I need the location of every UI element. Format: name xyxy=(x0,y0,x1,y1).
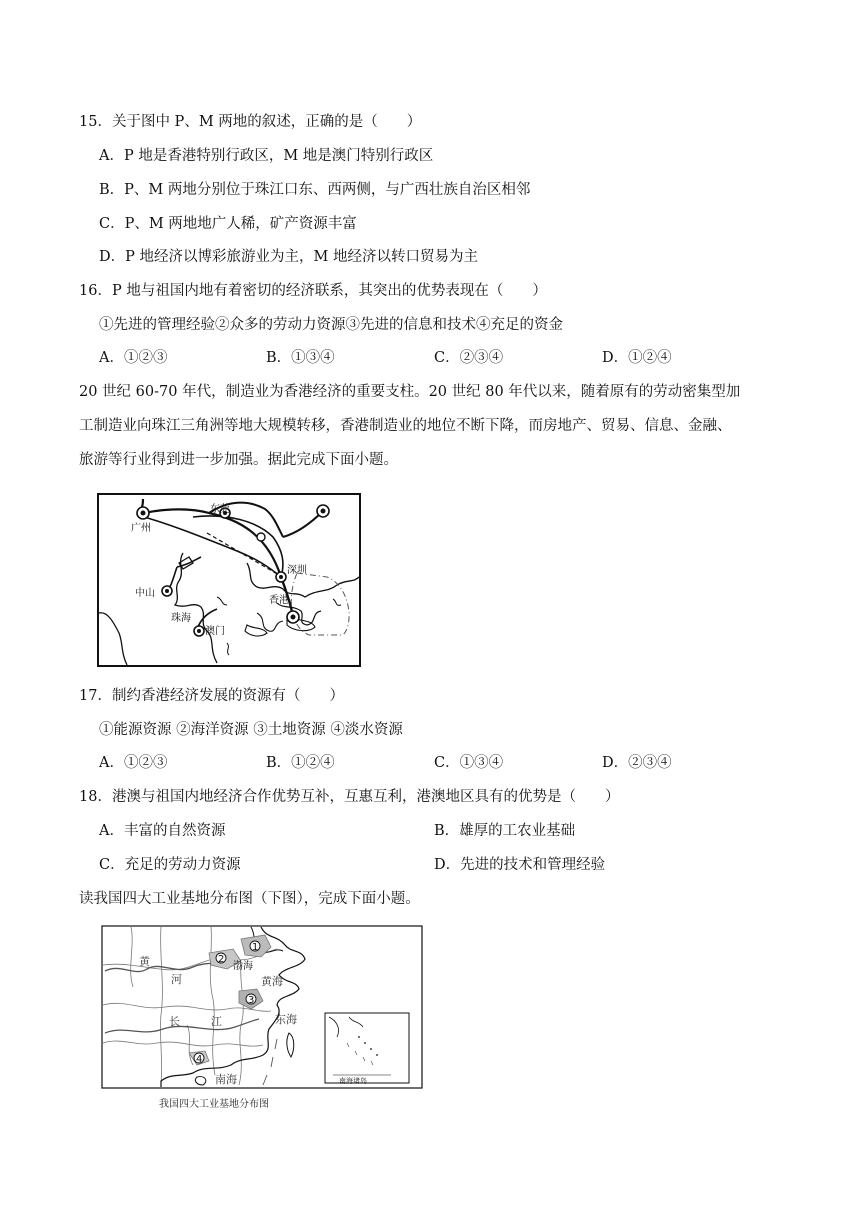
label-jiang: 江 xyxy=(211,1015,222,1028)
label-guangzhou: 广州 xyxy=(131,523,151,534)
q16-option-a: A．①②③ xyxy=(99,350,168,366)
q18-option-c: C．充足的劳动力资源 xyxy=(99,857,241,873)
city-marker xyxy=(287,611,299,623)
passage-line-2: 工制造业向珠江三角洲等地大规模转移，香港制造业的地位不断下降，而房地产、贸易、信息、金融、 xyxy=(79,418,732,434)
q16-items: ①先进的管理经验②众多的劳动力资源③先进的信息和技术④充足的资金 xyxy=(99,317,563,333)
q17-option-c: C．①③④ xyxy=(434,755,504,771)
passage-line-1: 20 世纪 60-70 年代，制造业为香港经济的重要支柱。20 世纪 80 年代以来，随着原有的劳动密集型加 xyxy=(79,384,741,400)
base-2-label: 2 xyxy=(218,954,225,965)
q16-stem: 16．P 地与祖国内地有着密切的经济联系，其突出的优势表现在（ ） xyxy=(79,283,547,299)
q15-stem: 15．关于图中 P、M 两地的叙述，正确的是（ ） xyxy=(79,114,422,130)
passage-line-3: 旅游等行业得到进一步加强。据此完成下面小题。 xyxy=(79,452,398,468)
city-marker xyxy=(317,505,329,517)
q17-option-a: A．①②③ xyxy=(99,755,168,771)
label-hongkong: 香港 xyxy=(269,595,289,606)
q15-option-b: B．P、M 两地分别位于珠江口东、西两侧，与广西壮族自治区相邻 xyxy=(99,182,531,198)
label-huang: 黄 xyxy=(139,955,150,968)
label-zhuhai: 珠海 xyxy=(171,613,191,624)
label-donghai: 东海 xyxy=(275,1013,297,1026)
map2-intro: 读我国四大工业基地分布图（下图），完成下面小题。 xyxy=(79,891,420,907)
inset-label: 南海诸岛 xyxy=(339,1077,367,1085)
base-4-label: 4 xyxy=(196,1054,203,1065)
q18-option-d: D．先进的技术和管理经验 xyxy=(434,857,606,873)
base-3-label: 3 xyxy=(248,995,255,1006)
q16-option-d: D．①②④ xyxy=(602,350,672,366)
label-chang: 长 xyxy=(169,1015,180,1028)
label-dongguan: 东莞 xyxy=(210,504,230,515)
label-he: 河 xyxy=(171,973,182,986)
q15-option-c: C．P、M 两地地广人稀，矿产资源丰富 xyxy=(99,216,357,232)
label-huanghai: 黄海 xyxy=(261,975,283,988)
city-marker xyxy=(276,572,286,582)
q18-option-b: B．雄厚的工农业基础 xyxy=(434,823,576,839)
pearl-river-delta-map xyxy=(97,493,361,667)
label-zhongshan: 中山 xyxy=(135,588,155,599)
city-marker xyxy=(257,533,265,541)
q18-option-a: A．丰富的自然资源 xyxy=(99,823,226,839)
q17-stem: 17．制约香港经济发展的资源有（ ） xyxy=(79,688,344,704)
q16-option-b: B．①③④ xyxy=(266,350,335,366)
q15-option-d: D．P 地经济以博彩旅游业为主，M 地经济以转口贸易为主 xyxy=(99,249,478,265)
q17-option-d: D．②③④ xyxy=(602,755,672,771)
label-nanhai: 南海 xyxy=(215,1073,237,1086)
base-1-label: 1 xyxy=(252,942,259,953)
q17-items: ①能源资源 ②海洋资源 ③土地资源 ④淡水资源 xyxy=(99,722,403,738)
city-marker xyxy=(194,626,204,636)
label-bohai: 渤海 xyxy=(233,961,253,972)
q16-option-c: C．②③④ xyxy=(434,350,504,366)
label-shenzhen: 深圳 xyxy=(287,565,307,576)
map2-caption: 我国四大工业基地分布图 xyxy=(159,1099,269,1110)
city-marker xyxy=(162,586,172,596)
label-macau: 澳门 xyxy=(205,626,225,637)
q15-option-a: A．P 地是香港特别行政区，M 地是澳门特别行政区 xyxy=(99,148,434,164)
q18-stem: 18．港澳与祖国内地经济合作优势互补，互惠互利，港澳地区具有的优势是（ ） xyxy=(79,789,620,805)
industrial-bases-map xyxy=(101,925,423,1113)
city-marker xyxy=(137,507,149,519)
q17-option-b: B．①②④ xyxy=(266,755,335,771)
south-china-sea-inset xyxy=(325,1013,409,1085)
